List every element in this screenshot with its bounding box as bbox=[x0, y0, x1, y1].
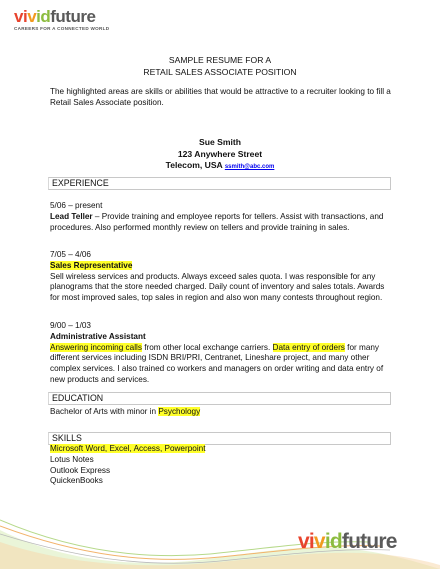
job-3 bbox=[50, 321, 393, 386]
logo-part-3: id bbox=[36, 7, 51, 26]
job-2-title-line bbox=[50, 261, 393, 272]
skills-highlight-text: Microsoft Word, Excel, Access, Powerpoint bbox=[50, 444, 206, 453]
skills-item-1: Lotus Notes bbox=[50, 454, 94, 464]
job-1 bbox=[50, 201, 393, 233]
job-3-title: Administrative Assistant bbox=[50, 331, 146, 341]
logo-bottom-part-1: vi bbox=[298, 530, 314, 553]
logo-bottom-part-3: id bbox=[324, 530, 342, 553]
logo-top bbox=[14, 8, 109, 31]
skills-list bbox=[50, 444, 393, 487]
job-3-highlight-2: Data entry of orders bbox=[272, 342, 345, 352]
contact-name: Sue Smith bbox=[198, 137, 242, 147]
section-header-skills: SKILLS bbox=[48, 432, 391, 445]
title-line-1: SAMPLE RESUME FOR A bbox=[168, 55, 272, 65]
skills-item-3: QuickenBooks bbox=[50, 476, 103, 486]
contact-city: Telecom, USA bbox=[165, 160, 223, 170]
job-3-text-rest: for many different services including ISDN BRI/PRI, Centranet, Lineshare project, and many other complex services. I also trained co workers and managers on order writing and data entry of new products and services. bbox=[50, 342, 384, 384]
contact-city-line bbox=[0, 160, 440, 174]
job-1-body bbox=[50, 212, 393, 234]
logo-tagline: CAREERS FOR A CONNECTED WORLD bbox=[14, 26, 110, 31]
job-3-text-mid: from other local exchange carriers. bbox=[141, 342, 273, 352]
education-minor: Psychology bbox=[158, 407, 201, 416]
job-2-dates: 7/05 – 4/06 bbox=[50, 250, 91, 259]
job-1-dates: 5/06 – present bbox=[50, 201, 103, 210]
page-title bbox=[0, 54, 440, 78]
section-header-education: EDUCATION bbox=[48, 392, 391, 405]
education-entry bbox=[50, 407, 393, 418]
logo-bottom-part-2: v bbox=[313, 530, 325, 553]
logo-part-1: vi bbox=[14, 7, 28, 26]
contact-email-link[interactable]: ssmith@abc.com bbox=[224, 164, 275, 170]
title-line-2: RETAIL SALES ASSOCIATE POSITION bbox=[143, 67, 297, 77]
job-1-description: – Provide training and employee reports for tellers. Assist with transactions, and procedures. Also performed monthly review on tellers and provide training in sales. bbox=[50, 211, 384, 232]
section-header-experience: EXPERIENCE bbox=[48, 177, 391, 190]
intro-paragraph: The highlighted areas are skills or abilities that would be attractive to a recruiter looking to fill a Retail Sales Associate position. bbox=[50, 87, 391, 107]
job-2 bbox=[50, 250, 393, 304]
logo-part-2: v bbox=[27, 7, 37, 26]
logo-part-4: future bbox=[50, 7, 96, 26]
contact-street: 123 Anywhere Street bbox=[177, 148, 263, 159]
logo-bottom bbox=[298, 530, 397, 554]
job-2-title: Sales Representative bbox=[50, 260, 133, 270]
skills-item-2: Outlook Express bbox=[50, 465, 111, 475]
contact-block bbox=[0, 137, 440, 174]
job-3-highlight-1: Answering incoming calls bbox=[50, 342, 142, 352]
skills-item-highlighted bbox=[50, 444, 393, 455]
job-3-dates: 9/00 – 1/03 bbox=[50, 321, 91, 330]
logo-wordmark bbox=[14, 8, 109, 26]
job-3-body bbox=[50, 343, 393, 386]
job-2-description: Sell wireless services and products. Always exceed sales quota. I was responsible for any planograms that the store needed charged. Daily count of inventory and sales totals. Awards for most improved sales, top sales in region and also won many contests throughout region. bbox=[50, 271, 385, 303]
education-degree: Bachelor of Arts with minor in bbox=[50, 407, 159, 416]
job-1-title: Lead Teller bbox=[50, 211, 93, 221]
logo-bottom-part-4: future bbox=[341, 530, 397, 553]
